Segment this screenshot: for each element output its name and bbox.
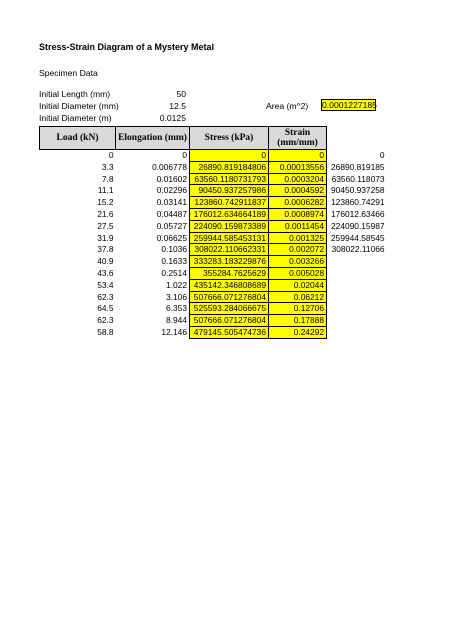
strain-cell[interactable]: 0.00013556 <box>269 161 327 173</box>
initial-diameter-mm-value[interactable]: 12.5 <box>169 101 186 111</box>
strain-cell[interactable]: 0.0008974 <box>269 208 327 220</box>
table-row <box>40 315 387 327</box>
area-value[interactable]: 0.0001227185 <box>322 100 377 110</box>
load-cell[interactable]: 64.5 <box>97 303 114 314</box>
extra-cell[interactable] <box>327 279 387 291</box>
strain-cell[interactable]: 0.0011454 <box>269 220 327 232</box>
strain-cell[interactable]: 0.005028 <box>269 267 327 279</box>
strain-cell[interactable]: 0 <box>269 150 327 162</box>
extra-cell[interactable] <box>327 291 387 303</box>
stress-strain-table <box>39 126 387 339</box>
extra-cell[interactable]: 176012.63466 <box>331 208 385 219</box>
elongation-cell[interactable]: 0 <box>182 150 187 161</box>
stress-cell[interactable]: 26890.819184806 <box>190 161 269 173</box>
stress-cell[interactable]: 123860.742911837 <box>190 197 269 209</box>
elongation-cell[interactable]: 0.05727 <box>156 220 187 231</box>
extra-cell[interactable]: 63560.118073 <box>331 173 385 184</box>
stress-cell[interactable]: 333283.183229876 <box>190 256 269 268</box>
extra-cell[interactable] <box>327 326 387 338</box>
extra-cell[interactable]: 26890.819185 <box>331 161 385 172</box>
stress-cell[interactable]: 507666.071276804 <box>190 291 269 303</box>
extra-cell[interactable]: 90450.937258 <box>331 185 385 196</box>
extra-cell[interactable] <box>327 267 387 279</box>
header-load[interactable]: Load (kN) <box>40 127 116 150</box>
load-cell[interactable]: 58.8 <box>97 326 114 337</box>
load-cell[interactable]: 31.9 <box>97 232 114 243</box>
load-cell[interactable]: 0 <box>108 150 114 161</box>
table-row <box>40 279 387 291</box>
specimen-header: Specimen Data <box>39 68 98 78</box>
initial-length-value[interactable]: 50 <box>176 89 186 99</box>
initial-diameter-mm-label: Initial Diameter (mm) <box>39 101 119 111</box>
load-cell[interactable]: 3.3 <box>101 161 114 172</box>
elongation-cell[interactable]: 0.03141 <box>156 197 187 208</box>
table-row <box>40 326 387 338</box>
strain-cell[interactable]: 0.001325 <box>269 232 327 244</box>
table-row <box>40 244 387 256</box>
extra-cell[interactable]: 308022.11066 <box>331 244 385 255</box>
table-row <box>40 173 387 185</box>
stress-cell[interactable]: 90450.937257986 <box>190 185 269 197</box>
elongation-cell[interactable]: 12.146 <box>161 326 187 337</box>
table-row <box>40 185 387 197</box>
load-cell[interactable]: 43.6 <box>97 267 114 278</box>
table-row <box>40 303 387 315</box>
extra-cell[interactable]: 123860.74291 <box>331 197 385 208</box>
load-cell[interactable]: 21.6 <box>97 208 114 219</box>
table-row <box>40 256 387 268</box>
strain-cell[interactable]: 0.12706 <box>269 303 327 315</box>
table-row <box>40 232 387 244</box>
elongation-cell[interactable]: 0.01602 <box>156 173 187 184</box>
strain-cell[interactable]: 0.003266 <box>269 256 327 268</box>
elongation-cell[interactable]: 0.2514 <box>161 267 187 278</box>
load-cell[interactable]: 11.1 <box>97 185 114 196</box>
table-row <box>40 291 387 303</box>
load-cell[interactable]: 27.5 <box>97 220 114 231</box>
initial-diameter-m-value[interactable]: 0.0125 <box>159 113 186 123</box>
elongation-cell[interactable]: 0.04487 <box>156 208 187 219</box>
strain-cell[interactable]: 0.06212 <box>269 291 327 303</box>
stress-cell[interactable]: 355284.7625629 <box>190 267 269 279</box>
strain-cell[interactable]: 0.002072 <box>269 244 327 256</box>
elongation-cell[interactable]: 0.1036 <box>161 244 187 255</box>
stress-cell[interactable]: 507666.071276804 <box>190 315 269 327</box>
stress-cell[interactable]: 176012.634664189 <box>190 208 269 220</box>
header-strain[interactable] <box>269 127 327 150</box>
extra-cell[interactable]: 224090.15987 <box>331 220 385 231</box>
stress-cell[interactable]: 224090.159873389 <box>190 220 269 232</box>
header-blank <box>327 127 387 150</box>
elongation-cell[interactable]: 3.106 <box>166 291 187 302</box>
stress-cell[interactable]: 525593.284066675 <box>190 303 269 315</box>
elongation-cell[interactable]: 0.02296 <box>156 185 187 196</box>
extra-cell[interactable] <box>327 256 387 268</box>
elongation-cell[interactable]: 0.006778 <box>152 161 187 172</box>
stress-cell[interactable]: 479145.505474736 <box>190 326 269 338</box>
stress-cell[interactable]: 308022.110662331 <box>190 244 269 256</box>
load-cell[interactable]: 37.8 <box>97 244 114 255</box>
table-row <box>40 220 387 232</box>
table-row <box>40 197 387 209</box>
elongation-cell[interactable]: 0.1633 <box>161 256 187 267</box>
header-elongation[interactable]: Elongation (mm) <box>116 127 190 150</box>
stress-cell[interactable]: 0 <box>190 150 269 162</box>
elongation-cell[interactable]: 8.944 <box>166 315 187 326</box>
extra-cell[interactable] <box>327 303 387 315</box>
strain-cell[interactable]: 0.0006282 <box>269 197 327 209</box>
load-cell[interactable]: 62.3 <box>97 291 114 302</box>
extra-cell[interactable] <box>327 315 387 327</box>
initial-length-label: Initial Length (mm) <box>39 89 111 99</box>
strain-cell[interactable]: 0.17888 <box>269 315 327 327</box>
elongation-cell[interactable]: 1.022 <box>166 279 187 290</box>
load-cell[interactable]: 15.2 <box>97 197 114 208</box>
strain-cell[interactable]: 0.02044 <box>269 279 327 291</box>
stress-cell[interactable]: 63560.1180731793 <box>190 173 269 185</box>
extra-cell[interactable]: 259944.58545 <box>331 232 385 243</box>
strain-cell[interactable]: 0.0003204 <box>269 173 327 185</box>
stress-cell[interactable]: 259944.585453131 <box>190 232 269 244</box>
elongation-cell[interactable]: 0.06625 <box>156 232 187 243</box>
strain-cell[interactable]: 0.24292 <box>269 326 327 338</box>
load-cell[interactable]: 7.8 <box>101 173 114 184</box>
load-cell[interactable]: 40.9 <box>97 256 114 267</box>
table-row <box>40 267 387 279</box>
table-row <box>40 150 387 162</box>
header-stress[interactable]: Stress (kPa) <box>190 127 269 150</box>
sheet-title: Stress-Strain Diagram of a Mystery Metal <box>39 42 215 52</box>
load-cell[interactable]: 62.3 <box>97 315 114 326</box>
load-cell[interactable]: 53.4 <box>97 279 114 290</box>
header-strain-label: Strain (mm/mm) <box>277 128 318 148</box>
table-row <box>40 208 387 220</box>
elongation-cell[interactable]: 6.353 <box>166 303 187 314</box>
strain-cell[interactable]: 0.0004592 <box>269 185 327 197</box>
table-row <box>40 161 387 173</box>
extra-cell[interactable]: 0 <box>379 150 385 160</box>
area-label: Area (m^2) <box>266 101 309 111</box>
initial-diameter-m-label: Initial Diameter (m) <box>39 113 112 123</box>
stress-cell[interactable]: 435142.346808689 <box>190 279 269 291</box>
